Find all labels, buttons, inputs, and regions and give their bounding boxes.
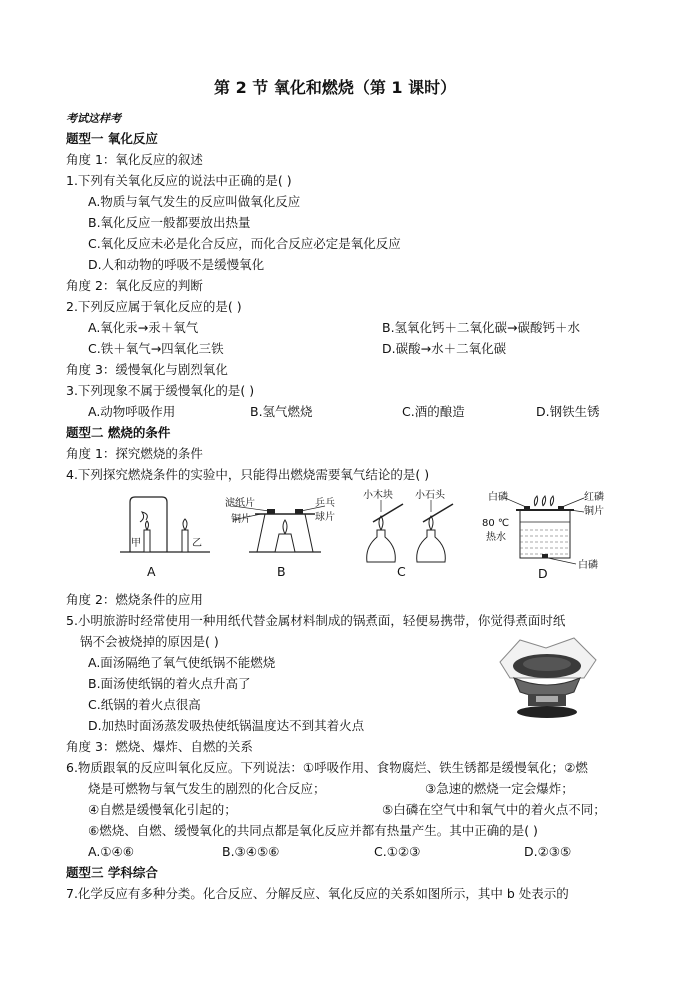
- figure-c-caption: C: [397, 564, 406, 579]
- q5-option-d: D.加热时面汤蒸发吸热使纸锅温度达不到其着火点: [88, 718, 365, 733]
- figure-b: [225, 492, 345, 582]
- figure-a-label-jia: 甲: [131, 538, 141, 549]
- type1-angle1: 角度 1：氧化反应的叙述: [66, 152, 203, 167]
- page-title: 第 2 节 氧化和燃烧（第 1 课时）: [214, 78, 457, 97]
- q4-stem: 4.下列探究燃烧条件的实验中，只能得出燃烧需要氧气结论的是( ): [66, 467, 430, 482]
- figure-a: [110, 492, 220, 582]
- figure-d-label-white-p: 白磷: [488, 492, 508, 503]
- q1-option-d: D.人和动物的呼吸不是缓慢氧化: [88, 257, 265, 272]
- q5-option-c: C.纸锅的着火点很高: [88, 697, 201, 712]
- type3-heading: 题型三 学科综合: [66, 865, 158, 880]
- q2-option-b: B.氢氧化钙＋二氧化碳→碳酸钙＋水: [382, 320, 581, 335]
- q6-option-c: C.①②③: [374, 844, 421, 859]
- q3-stem: 3.下列现象不属于缓慢氧化的是( ): [66, 383, 255, 398]
- q6-option-b: B.③④⑤⑥: [222, 844, 280, 859]
- type2-heading: 题型二 燃烧的条件: [66, 425, 171, 440]
- q5-stem-line1: 5.小明旅游时经常使用一种用纸代替金属材料制成的锅煮面，轻便易携带，你觉得煮面时纸: [66, 613, 566, 628]
- q1-option-b: B.氧化反应一般都要放出热量: [88, 215, 251, 230]
- figure-a-label-yi: 乙: [192, 538, 202, 549]
- figure-c: [355, 492, 465, 582]
- q2-option-a: A.氧化汞→汞＋氧气: [88, 320, 199, 335]
- q2-option-d: D.碳酸→水＋二氧化碳: [382, 341, 507, 356]
- figure-c-label-wood: 小木块: [363, 490, 393, 501]
- figure-c-drawing: [355, 492, 465, 582]
- figure-d-label-temp: 80 ℃: [482, 518, 510, 529]
- figure-c-label-stone: 小石头: [415, 490, 445, 501]
- paper-pot-drawing: [492, 634, 602, 724]
- q3-option-a: A.动物呼吸作用: [88, 404, 176, 419]
- q2-option-c: C.铁＋氧气→四氧化三铁: [88, 341, 224, 356]
- q3-option-c: C.酒的酿造: [402, 404, 465, 419]
- q5-option-a: A.面汤隔绝了氧气使纸锅不能燃烧: [88, 655, 276, 670]
- figure-d-label-white-p-bottom: 白磷: [578, 560, 598, 571]
- type2-angle1: 角度 1：探究燃烧的条件: [66, 446, 203, 461]
- figure-a-drawing: [110, 492, 220, 582]
- figure-d-caption: D: [538, 566, 548, 581]
- type2-angle3: 角度 3：燃烧、爆炸、自燃的关系: [66, 739, 253, 754]
- type1-angle3: 角度 3：缓慢氧化与剧烈氧化: [66, 362, 228, 377]
- figure-d: [480, 486, 620, 582]
- q5-stem-line2: 锅不会被烧掉的原因是( ): [80, 634, 219, 649]
- figure-d-label-red-p: 红磷: [584, 492, 604, 503]
- q6-option-a: A.①④⑥: [88, 844, 134, 859]
- q6-option-d: D.②③⑤: [524, 844, 572, 859]
- q3-option-d: D.钢铁生锈: [536, 404, 600, 419]
- q6-line3b: ⑤白磷在空气中和氧气中的着火点不同；: [382, 802, 606, 817]
- q2-stem: 2.下列反应属于氧化反应的是( ): [66, 299, 242, 314]
- q6-line4: ⑥燃烧、自燃、缓慢氧化的共同点都是氧化反应并都有热量产生。其中正确的是( ): [88, 823, 538, 838]
- q1-option-a: A.物质与氧气发生的反应叫做氧化反应: [88, 194, 301, 209]
- exam-heading: 考试这样考: [66, 112, 121, 125]
- q1-option-c: C.氧化反应未必是化合反应，而化合反应必定是氧化反应: [88, 236, 401, 251]
- figure-b-label-pingpong-1: 乒乓: [315, 498, 335, 509]
- figure-b-caption: B: [277, 564, 286, 579]
- type1-angle2: 角度 2：氧化反应的判断: [66, 278, 203, 293]
- q6-line1: 6.物质跟氧的反应叫氧化反应。下列说法：①呼吸作用、食物腐烂、铁生锈都是缓慢氧化；②燃: [66, 760, 588, 775]
- q6-line2b: ③急速的燃烧一定会爆炸；: [425, 781, 574, 796]
- figure-a-caption: A: [147, 564, 156, 579]
- q6-line3a: ④自燃是缓慢氧化引起的；: [88, 802, 237, 817]
- q6-line2a: 烧是可燃物与氧气发生的剧烈的化合反应；: [88, 781, 326, 796]
- q3-option-b: B.氢气燃烧: [250, 404, 313, 419]
- figure-b-label-filter-paper: 滤纸片: [225, 498, 255, 509]
- q5-option-b: B.面汤使纸锅的着火点升高了: [88, 676, 251, 691]
- figure-d-label-copper: 铜片: [584, 506, 604, 517]
- q7-stem: 7.化学反应有多种分类。化合反应、分解反应、氧化反应的关系如图所示，其中 b 处表示的: [66, 886, 569, 901]
- q1-stem: 1.下列有关氧化反应的说法中正确的是( ): [66, 173, 292, 188]
- type2-angle2: 角度 2：燃烧条件的应用: [66, 592, 203, 607]
- figure-d-label-hot-water: 热水: [486, 532, 506, 543]
- figure-b-label-copper: 铜片: [231, 514, 251, 525]
- paper-pot-image: [492, 634, 602, 724]
- figure-b-label-pingpong-2: 球片: [315, 512, 335, 523]
- type1-heading: 题型一 氧化反应: [66, 131, 158, 146]
